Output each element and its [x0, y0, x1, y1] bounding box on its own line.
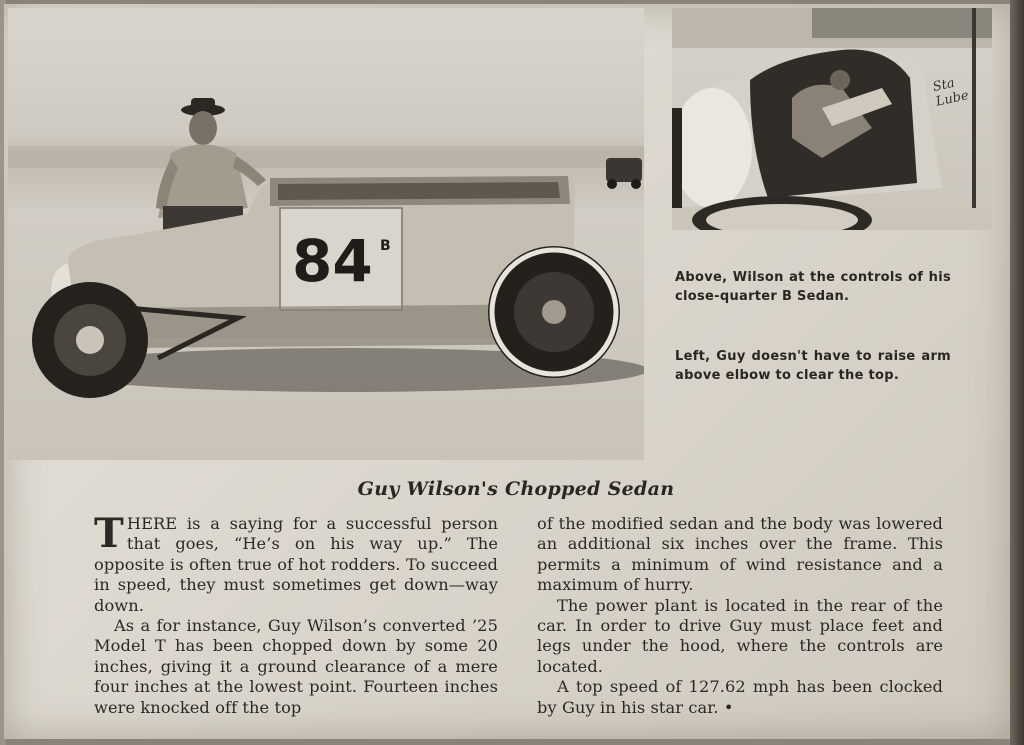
- article-paragraph: The power plant is located in the rear of the car. In order to drive Guy must place feet and legs under the hood, where the controls are located.: [537, 595, 943, 676]
- photo-driver-controls: [672, 8, 992, 230]
- article-column-right: [537, 514, 943, 718]
- driver-photo-illustration: [672, 8, 992, 230]
- article-paragraph: of the modified sedan and the body was lowered an additional six inches over the frame. This permits a minimum of wind resistance and a maximum of hurry.: [537, 514, 943, 595]
- article-paragraph: As a for instance, Guy Wilson’s converted ’25 Model T has been chopped down by some 20 inches, giving it a ground clearance of a mere four inches at the lowest point. Fourteen inches were knocked off the top: [94, 616, 498, 717]
- sedan-photo-illustration: [8, 8, 644, 460]
- paragraph-text: HERE is a saying for a successful person that goes, “He’s on his way up.” The opposite is often true of hot rodders. To succeed in speed, they must sometimes get down—way down.: [94, 514, 498, 615]
- article-column-left: [94, 510, 498, 718]
- photo-chopped-sedan: [8, 8, 644, 460]
- caption-above: Above, Wilson at the controls of his close-quarter B Sedan.: [675, 270, 951, 304]
- article-title: Guy Wilson's Chopped Sedan: [357, 478, 675, 500]
- caption-left: Left, Guy doesn't have to raise arm above elbow to clear the top.: [675, 349, 951, 383]
- page-edge-right: [1010, 0, 1024, 745]
- car-class-letter: B: [380, 238, 391, 254]
- article-paragraph: A top speed of 127.62 mph has been clocked by Guy in his star car. •: [537, 677, 943, 717]
- sta-lube-lettering: Sta Lube: [931, 75, 971, 110]
- car-number: 84: [292, 227, 373, 295]
- drop-cap: T: [94, 510, 124, 557]
- magazine-page: [4, 4, 1012, 739]
- article-paragraph: [94, 510, 498, 616]
